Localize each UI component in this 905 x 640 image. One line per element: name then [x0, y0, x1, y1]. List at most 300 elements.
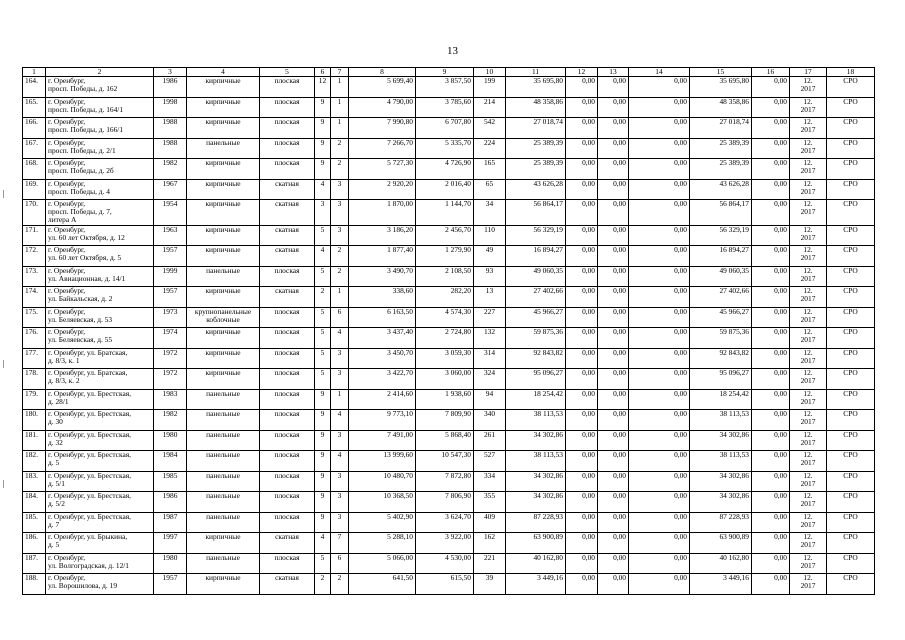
cost-d-cell: 3 449,16 [690, 574, 752, 595]
floors-cell: 9 [315, 410, 331, 431]
deadline-cell: 12. 2017 [790, 451, 827, 472]
residents-cell: 334 [474, 471, 506, 492]
cost-a-cell: 0,00 [566, 159, 598, 180]
deadline-cell: 12. 2017 [790, 118, 827, 139]
cost-a-cell: 0,00 [566, 307, 598, 328]
cost-a-cell: 0,00 [566, 118, 598, 139]
total-area-cell: 6 163,50 [349, 307, 416, 328]
year-built-cell: 1986 [154, 492, 187, 513]
total-area-cell: 4 790,00 [349, 97, 416, 118]
address-cell: г. Оренбург, ул. Брестская, д. 5/1 [46, 471, 154, 492]
cost-a-cell: 0,00 [566, 533, 598, 554]
address-cell: г. Оренбург, ул. Брестская, д. 32 [46, 430, 154, 451]
row-number-cell: 183. [23, 471, 46, 492]
residents-cell: 227 [474, 307, 506, 328]
cost-e-cell: 0,00 [752, 492, 790, 513]
method-cell: СРО [827, 266, 875, 287]
column-header: 5 [260, 68, 315, 77]
cost-c-cell: 0,00 [629, 369, 690, 390]
floors-cell: 2 [315, 287, 331, 308]
deadline-cell: 12. 2017 [790, 138, 827, 159]
floors-cell: 5 [315, 225, 331, 246]
cost-e-cell: 0,00 [752, 574, 790, 595]
year-built-cell: 1957 [154, 246, 187, 267]
cost-c-cell: 0,00 [629, 389, 690, 410]
roof-type-cell: плоская [260, 389, 315, 410]
residents-cell: 132 [474, 328, 506, 349]
cost-e-cell: 0,00 [752, 348, 790, 369]
roof-type-cell: скатная [260, 533, 315, 554]
total-area-cell: 10 480,70 [349, 471, 416, 492]
entrances-cell: 6 [331, 553, 349, 574]
row-number-cell: 172. [23, 246, 46, 267]
cost-b-cell: 0,00 [598, 328, 629, 349]
entrances-cell: 3 [331, 200, 349, 226]
method-cell: СРО [827, 97, 875, 118]
cost-d-cell: 43 626,28 [690, 179, 752, 200]
year-built-cell: 1974 [154, 328, 187, 349]
cost-e-cell: 0,00 [752, 138, 790, 159]
wall-material-cell: кирпичные [187, 246, 260, 267]
year-built-cell: 1986 [154, 77, 187, 98]
wall-material-cell: крупнопанельные коблочные [187, 307, 260, 328]
cost-b-cell: 0,00 [598, 266, 629, 287]
cost-d-cell: 45 966,27 [690, 307, 752, 328]
cost-e-cell: 0,00 [752, 533, 790, 554]
year-built-cell: 1999 [154, 266, 187, 287]
method-cell: СРО [827, 200, 875, 226]
table-row [23, 533, 875, 554]
binding-mark [3, 480, 4, 488]
year-built-cell: 1973 [154, 307, 187, 328]
deadline-cell: 12. 2017 [790, 200, 827, 226]
deadline-cell: 12. 2017 [790, 471, 827, 492]
cost-c-cell: 0,00 [629, 287, 690, 308]
address-cell: г. Оренбург, ул. Беляевская, д. 53 [46, 307, 154, 328]
cost-a-cell: 0,00 [566, 266, 598, 287]
total-area-cell: 5 402,90 [349, 512, 416, 533]
deadline-cell: 12. 2017 [790, 574, 827, 595]
total-area-cell: 3 437,40 [349, 328, 416, 349]
cost-total-cell: 40 162,80 [506, 553, 566, 574]
address-cell: г. Оренбург, просп. Победы, д. 164/1 [46, 97, 154, 118]
floors-cell: 4 [315, 179, 331, 200]
cost-a-cell: 0,00 [566, 574, 598, 595]
entrances-cell: 1 [331, 118, 349, 139]
total-area-cell: 5 066,00 [349, 553, 416, 574]
entrances-cell: 6 [331, 307, 349, 328]
cost-d-cell: 34 302,86 [690, 471, 752, 492]
roof-type-cell: плоская [260, 492, 315, 513]
residents-cell: 199 [474, 77, 506, 98]
year-built-cell: 1980 [154, 430, 187, 451]
method-cell: СРО [827, 451, 875, 472]
living-area-cell: 1 144,70 [416, 200, 474, 226]
residents-cell: 165 [474, 159, 506, 180]
roof-type-cell: плоская [260, 159, 315, 180]
floors-cell: 5 [315, 369, 331, 390]
floors-cell: 9 [315, 430, 331, 451]
residents-cell: 110 [474, 225, 506, 246]
year-built-cell: 1988 [154, 138, 187, 159]
residents-cell: 340 [474, 410, 506, 431]
cost-b-cell: 0,00 [598, 225, 629, 246]
cost-b-cell: 0,00 [598, 138, 629, 159]
deadline-cell: 12. 2017 [790, 533, 827, 554]
wall-material-cell: кирпичные [187, 369, 260, 390]
year-built-cell: 1984 [154, 451, 187, 472]
method-cell: СРО [827, 533, 875, 554]
cost-a-cell: 0,00 [566, 225, 598, 246]
cost-b-cell: 0,00 [598, 307, 629, 328]
wall-material-cell: кирпичные [187, 574, 260, 595]
cost-e-cell: 0,00 [752, 451, 790, 472]
cost-c-cell: 0,00 [629, 266, 690, 287]
residents-cell: 214 [474, 97, 506, 118]
roof-type-cell: плоская [260, 328, 315, 349]
cost-d-cell: 25 389,39 [690, 159, 752, 180]
table-row [23, 200, 875, 226]
deadline-cell: 12. 2017 [790, 97, 827, 118]
cost-c-cell: 0,00 [629, 225, 690, 246]
cost-e-cell: 0,00 [752, 328, 790, 349]
table-row [23, 492, 875, 513]
cost-b-cell: 0,00 [598, 97, 629, 118]
living-area-cell: 5 868,40 [416, 430, 474, 451]
cost-e-cell: 0,00 [752, 287, 790, 308]
row-number-cell: 167. [23, 138, 46, 159]
row-number-cell: 164. [23, 77, 46, 98]
residents-cell: 34 [474, 200, 506, 226]
address-cell: г. Оренбург, ул. Братская, д. 8/3, к. 1 [46, 348, 154, 369]
total-area-cell: 338,60 [349, 287, 416, 308]
address-cell: г. Оренбург, просп. Победы, д. 2б [46, 159, 154, 180]
cost-total-cell: 16 894,27 [506, 246, 566, 267]
roof-type-cell: скатная [260, 225, 315, 246]
cost-d-cell: 49 060,35 [690, 266, 752, 287]
cost-total-cell: 3 449,16 [506, 574, 566, 595]
living-area-cell: 2 456,70 [416, 225, 474, 246]
wall-material-cell: панельные [187, 138, 260, 159]
cost-total-cell: 38 113,53 [506, 410, 566, 431]
living-area-cell: 10 547,30 [416, 451, 474, 472]
entrances-cell: 3 [331, 348, 349, 369]
cost-total-cell: 27 018,74 [506, 118, 566, 139]
cost-total-cell: 56 864,17 [506, 200, 566, 226]
entrances-cell: 3 [331, 512, 349, 533]
cost-a-cell: 0,00 [566, 410, 598, 431]
method-cell: СРО [827, 118, 875, 139]
address-cell: г. Оренбург, ул. 60 лет Октября, д. 12 [46, 225, 154, 246]
year-built-cell: 1972 [154, 369, 187, 390]
cost-d-cell: 40 162,80 [690, 553, 752, 574]
cost-a-cell: 0,00 [566, 430, 598, 451]
cost-total-cell: 92 843,82 [506, 348, 566, 369]
entrances-cell: 1 [331, 77, 349, 98]
table-row [23, 287, 875, 308]
wall-material-cell: кирпичные [187, 287, 260, 308]
total-area-cell: 7 266,70 [349, 138, 416, 159]
roof-type-cell: плоская [260, 430, 315, 451]
wall-material-cell: панельные [187, 471, 260, 492]
cost-d-cell: 56 864,17 [690, 200, 752, 226]
table-row [23, 512, 875, 533]
cost-e-cell: 0,00 [752, 307, 790, 328]
floors-cell: 9 [315, 159, 331, 180]
year-built-cell: 1998 [154, 97, 187, 118]
deadline-cell: 12. 2017 [790, 77, 827, 98]
address-cell: г. Оренбург, ул. Брыкина, д. 5 [46, 533, 154, 554]
floors-cell: 9 [315, 389, 331, 410]
floors-cell: 9 [315, 512, 331, 533]
entrances-cell: 3 [331, 179, 349, 200]
table-row [23, 225, 875, 246]
cost-d-cell: 27 402,66 [690, 287, 752, 308]
floors-cell: 5 [315, 328, 331, 349]
table-row [23, 266, 875, 287]
cost-e-cell: 0,00 [752, 430, 790, 451]
living-area-cell: 1 279,90 [416, 246, 474, 267]
table-row [23, 389, 875, 410]
cost-c-cell: 0,00 [629, 97, 690, 118]
residents-cell: 409 [474, 512, 506, 533]
cost-total-cell: 34 302,86 [506, 492, 566, 513]
floors-cell: 5 [315, 553, 331, 574]
wall-material-cell: панельные [187, 389, 260, 410]
cost-d-cell: 87 228,93 [690, 512, 752, 533]
year-built-cell: 1967 [154, 179, 187, 200]
cost-c-cell: 0,00 [629, 574, 690, 595]
cost-total-cell: 38 113,53 [506, 451, 566, 472]
method-cell: СРО [827, 77, 875, 98]
living-area-cell: 4 530,00 [416, 553, 474, 574]
total-area-cell: 1 870,00 [349, 200, 416, 226]
cost-b-cell: 0,00 [598, 553, 629, 574]
row-number-cell: 174. [23, 287, 46, 308]
table-row [23, 430, 875, 451]
total-area-cell: 7 491,00 [349, 430, 416, 451]
cost-c-cell: 0,00 [629, 328, 690, 349]
cost-d-cell: 63 900,89 [690, 533, 752, 554]
cost-c-cell: 0,00 [629, 471, 690, 492]
cost-c-cell: 0,00 [629, 533, 690, 554]
row-number-cell: 168. [23, 159, 46, 180]
table-row [23, 307, 875, 328]
cost-d-cell: 35 695,80 [690, 77, 752, 98]
total-area-cell: 2 920,20 [349, 179, 416, 200]
residents-cell: 94 [474, 389, 506, 410]
roof-type-cell: плоская [260, 97, 315, 118]
column-header: 3 [154, 68, 187, 77]
wall-material-cell: кирпичные [187, 159, 260, 180]
cost-c-cell: 0,00 [629, 430, 690, 451]
cost-e-cell: 0,00 [752, 118, 790, 139]
wall-material-cell: кирпичные [187, 118, 260, 139]
cost-b-cell: 0,00 [598, 471, 629, 492]
cost-b-cell: 0,00 [598, 389, 629, 410]
residents-cell: 261 [474, 430, 506, 451]
address-cell: г. Оренбург, ул. Байкальская, д. 2 [46, 287, 154, 308]
cost-b-cell: 0,00 [598, 430, 629, 451]
row-number-cell: 175. [23, 307, 46, 328]
cost-total-cell: 34 302,86 [506, 471, 566, 492]
column-header: 4 [187, 68, 260, 77]
cost-e-cell: 0,00 [752, 77, 790, 98]
entrances-cell: 1 [331, 389, 349, 410]
cost-d-cell: 38 113,53 [690, 451, 752, 472]
cost-c-cell: 0,00 [629, 348, 690, 369]
address-cell: г. Оренбург, ул. Брестская, д. 5/2 [46, 492, 154, 513]
row-number-cell: 180. [23, 410, 46, 431]
method-cell: СРО [827, 348, 875, 369]
cost-b-cell: 0,00 [598, 410, 629, 431]
year-built-cell: 1985 [154, 471, 187, 492]
entrances-cell: 2 [331, 159, 349, 180]
row-number-cell: 188. [23, 574, 46, 595]
cost-a-cell: 0,00 [566, 138, 598, 159]
table-row [23, 77, 875, 98]
cost-b-cell: 0,00 [598, 348, 629, 369]
cost-e-cell: 0,00 [752, 200, 790, 226]
roof-type-cell: плоская [260, 266, 315, 287]
table-row [23, 118, 875, 139]
method-cell: СРО [827, 225, 875, 246]
cost-c-cell: 0,00 [629, 307, 690, 328]
wall-material-cell: панельные [187, 266, 260, 287]
table-row [23, 451, 875, 472]
cost-total-cell: 48 358,86 [506, 97, 566, 118]
living-area-cell: 4 574,30 [416, 307, 474, 328]
residents-cell: 221 [474, 553, 506, 574]
year-built-cell: 1982 [154, 159, 187, 180]
cost-a-cell: 0,00 [566, 369, 598, 390]
cost-total-cell: 56 329,19 [506, 225, 566, 246]
address-cell: г. Оренбург, ул. Авиационная, д. 14/1 [46, 266, 154, 287]
binding-mark [3, 360, 4, 368]
cost-e-cell: 0,00 [752, 246, 790, 267]
wall-material-cell: кирпичные [187, 348, 260, 369]
address-cell: г. Оренбург, ул. Волгоградская, д. 12/1 [46, 553, 154, 574]
deadline-cell: 12. 2017 [790, 266, 827, 287]
cost-b-cell: 0,00 [598, 492, 629, 513]
address-cell: г. Оренбург, ул. Брестская, д. 30 [46, 410, 154, 431]
entrances-cell: 3 [331, 430, 349, 451]
column-header: 7 [331, 68, 349, 77]
address-cell: г. Оренбург, просп. Победы, д. 162 [46, 77, 154, 98]
cost-d-cell: 38 113,53 [690, 410, 752, 431]
column-header: 11 [506, 68, 566, 77]
cost-d-cell: 27 018,74 [690, 118, 752, 139]
cost-a-cell: 0,00 [566, 328, 598, 349]
housing-register-table [22, 67, 875, 595]
deadline-cell: 12. 2017 [790, 512, 827, 533]
cost-e-cell: 0,00 [752, 97, 790, 118]
floors-cell: 3 [315, 200, 331, 226]
cost-b-cell: 0,00 [598, 533, 629, 554]
entrances-cell: 2 [331, 246, 349, 267]
row-number-cell: 179. [23, 389, 46, 410]
year-built-cell: 1957 [154, 287, 187, 308]
total-area-cell: 3 186,20 [349, 225, 416, 246]
cost-a-cell: 0,00 [566, 287, 598, 308]
row-number-cell: 173. [23, 266, 46, 287]
residents-cell: 542 [474, 118, 506, 139]
cost-d-cell: 92 843,82 [690, 348, 752, 369]
row-number-cell: 184. [23, 492, 46, 513]
cost-total-cell: 34 302,86 [506, 430, 566, 451]
residents-cell: 314 [474, 348, 506, 369]
cost-b-cell: 0,00 [598, 246, 629, 267]
entrances-cell: 3 [331, 369, 349, 390]
table-row [23, 328, 875, 349]
cost-e-cell: 0,00 [752, 266, 790, 287]
floors-cell: 9 [315, 471, 331, 492]
cost-e-cell: 0,00 [752, 369, 790, 390]
year-built-cell: 1982 [154, 410, 187, 431]
cost-d-cell: 25 389,39 [690, 138, 752, 159]
row-number-cell: 182. [23, 451, 46, 472]
table-row [23, 246, 875, 267]
cost-e-cell: 0,00 [752, 471, 790, 492]
table-row [23, 369, 875, 390]
row-number-cell: 181. [23, 430, 46, 451]
roof-type-cell: плоская [260, 348, 315, 369]
cost-b-cell: 0,00 [598, 512, 629, 533]
row-number-cell: 186. [23, 533, 46, 554]
roof-type-cell: скатная [260, 287, 315, 308]
row-number-cell: 187. [23, 553, 46, 574]
method-cell: СРО [827, 471, 875, 492]
roof-type-cell: плоская [260, 307, 315, 328]
cost-total-cell: 18 254,42 [506, 389, 566, 410]
entrances-cell: 1 [331, 287, 349, 308]
deadline-cell: 12. 2017 [790, 159, 827, 180]
entrances-cell: 4 [331, 328, 349, 349]
cost-b-cell: 0,00 [598, 451, 629, 472]
roof-type-cell: плоская [260, 138, 315, 159]
row-number-cell: 165. [23, 97, 46, 118]
row-number-cell: 166. [23, 118, 46, 139]
wall-material-cell: кирпичные [187, 179, 260, 200]
column-header: 18 [827, 68, 875, 77]
row-number-cell: 185. [23, 512, 46, 533]
wall-material-cell: кирпичные [187, 77, 260, 98]
roof-type-cell: плоская [260, 451, 315, 472]
column-header: 8 [349, 68, 416, 77]
roof-type-cell: скатная [260, 179, 315, 200]
floors-cell: 2 [315, 574, 331, 595]
deadline-cell: 12. 2017 [790, 307, 827, 328]
cost-total-cell: 25 389,39 [506, 138, 566, 159]
address-cell: г. Оренбург, просп. Победы, д. 4 [46, 179, 154, 200]
living-area-cell: 4 726,90 [416, 159, 474, 180]
cost-a-cell: 0,00 [566, 492, 598, 513]
cost-e-cell: 0,00 [752, 179, 790, 200]
column-header: 16 [752, 68, 790, 77]
total-area-cell: 10 368,50 [349, 492, 416, 513]
entrances-cell: 2 [331, 266, 349, 287]
method-cell: СРО [827, 492, 875, 513]
roof-type-cell: плоская [260, 553, 315, 574]
cost-b-cell: 0,00 [598, 159, 629, 180]
table-row [23, 179, 875, 200]
deadline-cell: 12. 2017 [790, 179, 827, 200]
roof-type-cell: скатная [260, 574, 315, 595]
method-cell: СРО [827, 179, 875, 200]
cost-b-cell: 0,00 [598, 369, 629, 390]
address-cell: г. Оренбург, ул. Беляевская, д. 55 [46, 328, 154, 349]
deadline-cell: 12. 2017 [790, 553, 827, 574]
